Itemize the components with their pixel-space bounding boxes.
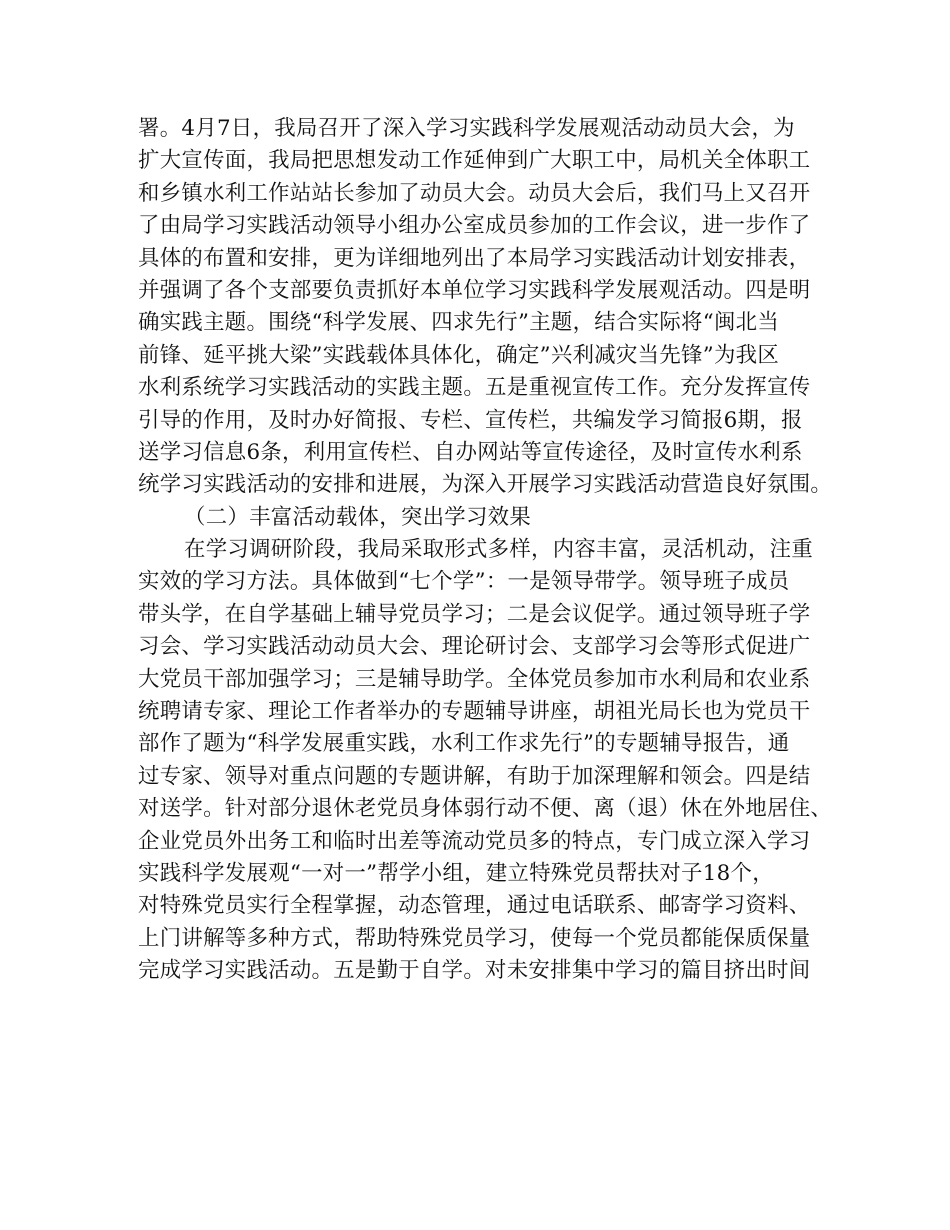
text-line: 带头学，在自学基础上辅导党员学习；二是会议促学。通过领导班子学 bbox=[138, 601, 811, 627]
document-body bbox=[138, 113, 833, 988]
text-line: 对特殊党员实行全程掌握，动态管理，通过电话联系、邮寄学习资料、 bbox=[138, 893, 811, 919]
text-line: 企业党员外出务工和临时出差等流动党员多的特点，专门成立深入学习 bbox=[138, 828, 811, 854]
text-line: 过专家、领导对重点问题的专题讲解，有助于加深理解和领会。四是结 bbox=[138, 763, 811, 789]
text-line: 引导的作用，及时办好简报、专栏、宣传栏，共编发学习简报6期，报 bbox=[138, 407, 803, 433]
text-line: 送学习信息6条，利用宣传栏、自办网站等宣传途径，及时宣传水利系 bbox=[138, 439, 803, 465]
text-line: 署。4月7日，我局召开了深入学习实践科学发展观活动动员大会，为 bbox=[138, 116, 795, 141]
text-line: 实效的学习方法。具体做到“七个学”：一是领导带学。领导班子成员 bbox=[138, 569, 790, 595]
text-line: 习会、学习实践活动动员大会、理论研讨会、支部学习会等形式促进广 bbox=[138, 634, 811, 660]
text-line: 扩大宣传面，我局把思想发动工作延伸到广大职工中，局机关全体职工 bbox=[138, 148, 811, 174]
text-line: 和乡镇水利工作站站长参加了动员大会。动员大会后，我们马上又召开 bbox=[138, 180, 811, 206]
text-line: 确实践主题。围绕“科学发展、四求先行”主题，结合实际将“闽北当 bbox=[138, 310, 780, 336]
text-line: 统学习实践活动的安排和进展，为深入开展学习实践活动营造良好氛围。 bbox=[138, 472, 833, 498]
text-line: 了由局学习实践活动领导小组办公室成员参加的工作会议，进一步作了 bbox=[138, 213, 811, 239]
text-line: 大党员干部加强学习；三是辅导助学。全体党员参加市水利局和农业系 bbox=[138, 666, 811, 692]
paragraph-first-line: 在学习调研阶段，我局采取形式多样，内容丰富，灵活机动，注重 bbox=[184, 537, 814, 563]
text-line: 前锋、延平挑大梁”实践载体具体化，确定”兴利减灾当先锋”为我区 bbox=[138, 342, 780, 368]
text-line: 完成学习实践活动。五是勤于自学。对未安排集中学习的篇目挤出时间 bbox=[138, 958, 811, 984]
text-line: 水利系统学习实践活动的实践主题。五是重视宣传工作。充分发挥宣传 bbox=[138, 375, 811, 401]
text-line: 上门讲解等多种方式，帮助特殊党员学习，使每一个党员都能保质保量 bbox=[138, 925, 811, 951]
text-line: 对送学。针对部分退休老党员身体弱行动不便、离（退）休在外地居住、 bbox=[138, 796, 833, 822]
section-heading: （二）丰富活动载体，突出学习效果 bbox=[184, 504, 532, 530]
text-line: 统聘请专家、理论工作者举办的专题辅导讲座，胡祖光局长也为党员干 bbox=[138, 699, 811, 725]
text-line: 并强调了各个支部要负责抓好本单位学习实践科学发展观活动。四是明 bbox=[138, 277, 811, 303]
text-line: 部作了题为“科学发展重实践，水利工作求先行”的专题辅导报告，通 bbox=[138, 731, 790, 757]
text-line: 具体的布置和安排，更为详细地列出了本局学习实践活动计划安排表， bbox=[138, 245, 811, 271]
text-line: 实践科学发展观“一对一”帮学小组，建立特殊党员帮扶对子18个， bbox=[138, 860, 774, 886]
